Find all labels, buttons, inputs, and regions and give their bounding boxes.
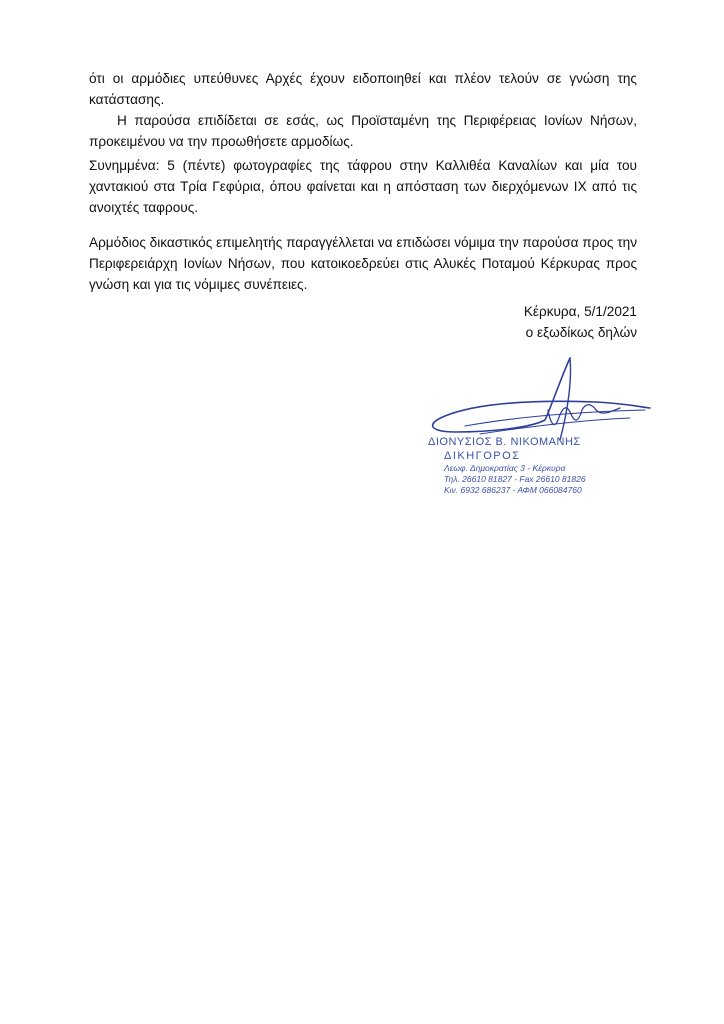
paragraph-service-notice: Η παρούσα επιδίδεται σε εσάς, ως Προϊσταμένη της Περιφέρειας Ιονίων Νήσων, προκειμένου να την προωθήσετε αρμοδίως. — [89, 113, 637, 149]
stamp-name: ΔΙΟΝΥΣΙΟΣ Β. ΝΙΚΟΜΑΝΗΣ — [428, 436, 581, 448]
stamp-title: ΔΙΚΗΓΟΡΟΣ — [444, 450, 521, 462]
declarant-label: ο εξωδίκως δηλών — [525, 325, 637, 340]
paragraph-bailiff-instruction: Αρμόδιος δικαστικός επιμελητής παραγγέλλεται να επιδώσει νόμιμα την παρούσα προς την Περιφερειάρχη Ιονίων Νήσων, που κατοικοεδρεύει στις Αλυκές Ποταμού Κέρκυρας προς γνώση και για τις νόμιμες συνέπειες. — [89, 235, 637, 292]
stamp-mobile-tax: Κιν. 6932 686237 - ΑΦΜ 066084760 — [444, 485, 582, 495]
stamp-address: Λεωφ. Δημοκρατίας 3 - Κέρκυρα — [444, 463, 566, 473]
place-date: Κέρκυρα, 5/1/2021 — [523, 304, 637, 319]
lawyer-stamp-signature — [420, 350, 670, 510]
stamp-phone-fax: Τηλ. 26610 81827 - Fax 26610 81826 — [444, 474, 586, 484]
signature-block — [524, 301, 637, 343]
paragraph-authorities-notified: ότι οι αρμόδιες υπεύθυνες Αρχές έχουν ειδοποιηθεί και πλέον τελούν σε γνώση της κατάστασης. — [89, 71, 637, 107]
paragraph-attachments: Συνημμένα: 5 (πέντε) φωτογραφίες της τάφρου στην Καλλιθέα Καναλίων και μία του χαντακιού στα Τρία Γεφύρια, όπου φαίνεται και η απόσταση των διερχόμενων ΙΧ από τις ανοιχτές ταφρους. — [89, 158, 637, 215]
